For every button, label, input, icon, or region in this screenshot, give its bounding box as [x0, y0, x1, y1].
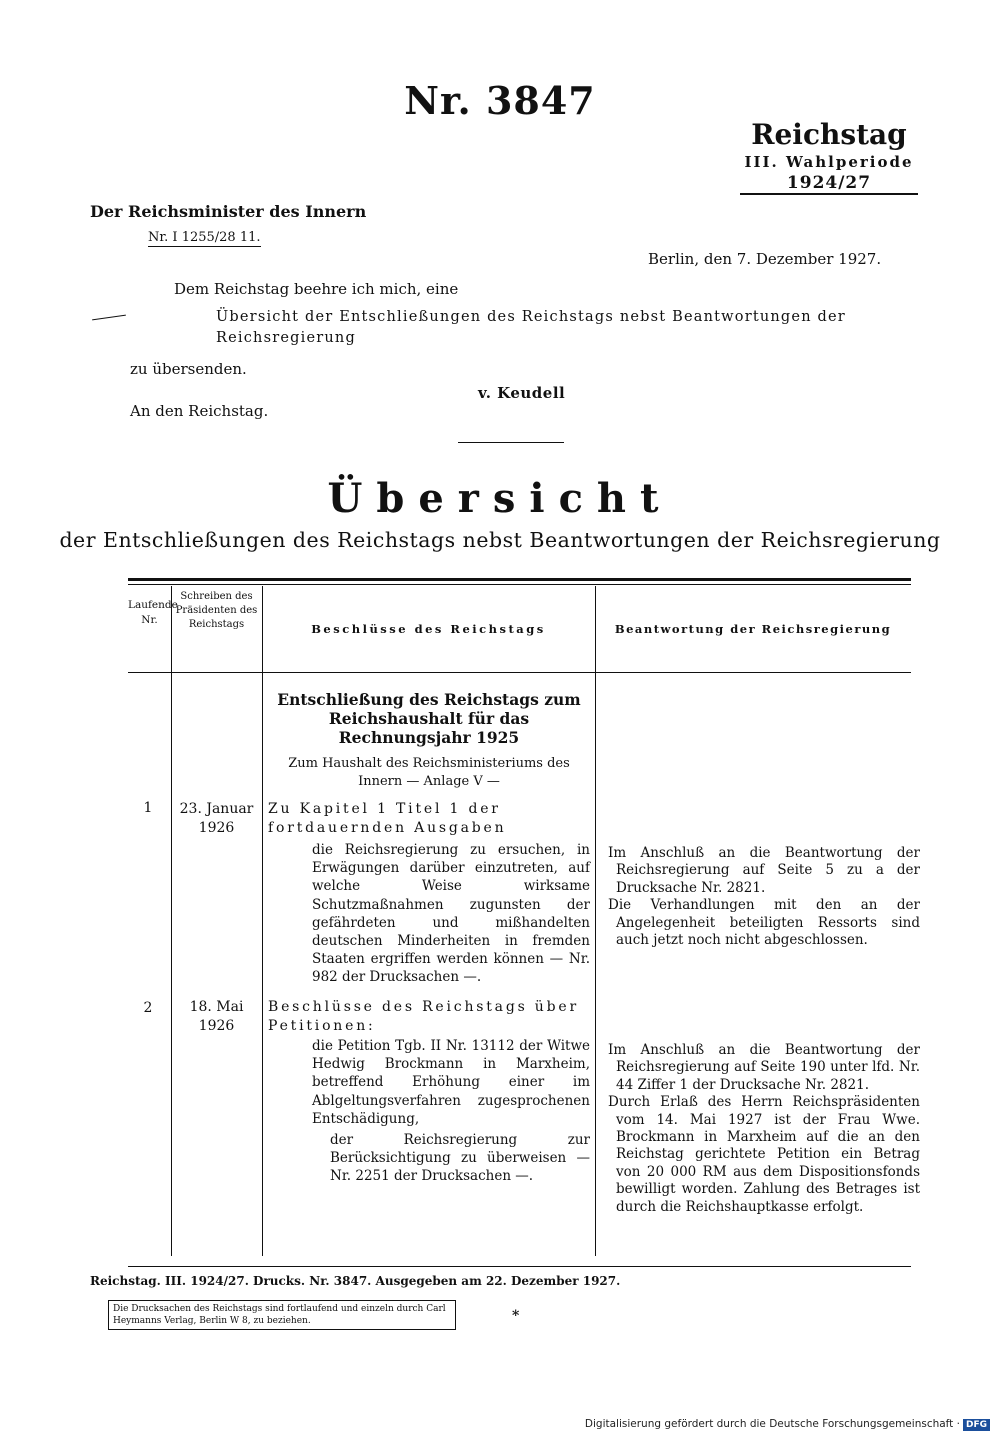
addressee: An den Reichstag.: [130, 402, 269, 420]
signature: v. Keudell: [478, 384, 566, 402]
row-2-answer-p2: Durch Erlaß des Herrn Reichspräsidenten vom 14. Mai 1927 ist der Frau Wwe. Brockmann in Marxheim auf die an den Reichstag gerichtete Petition ein Betrag von 20 000 RM aus dem Dispositionsfonds bewilligt worden. Zahlung des Betrages ist durch die Reichshauptkasse erfolgt.: [608, 1094, 920, 1215]
digitization-credit: [585, 1418, 990, 1431]
section-title: Entschließung des Reichstags zum Reichshaushalt für das Rechnungsjahr 1925: [277, 690, 581, 747]
letter-line-3: zu übersenden.: [130, 360, 247, 378]
row-1-date: [171, 800, 262, 838]
table-top-rule-thin: [128, 584, 911, 585]
row-1-answer-p1: Im Anschluß an die Beantwortung der Reichsregierung auf Seite 5 zu a der Drucksache Nr. 2821.: [608, 845, 920, 896]
header-resolutions: Beschlüsse des Reichstags: [311, 622, 546, 636]
column-divider-3: [595, 586, 596, 1256]
header-rule: [740, 193, 918, 195]
electoral-period: III. Wahlperiode: [744, 153, 914, 171]
column-divider-1: [171, 586, 172, 1256]
column-divider-2: [262, 586, 263, 1256]
margin-dash: [92, 315, 126, 321]
row-2-date-day: 18. Mai: [189, 999, 244, 1015]
header-president-letter: Schreiben des Präsidenten des Reichstags: [175, 591, 258, 630]
letter-sender: Der Reichsminister des Innern: [90, 202, 367, 221]
row-2-date-year: 1926: [198, 1018, 235, 1034]
separator-rule: [458, 442, 564, 443]
letter-line-2: Übersicht der Entschließungen des Reichstags nebst Beantwortungen der Reichsregierung: [216, 309, 846, 346]
row-1-answer-p2: Die Verhandlungen mit den an der Angelegenheit beteiligten Ressorts sind auch jetzt noch nicht abgeschlossen.: [608, 897, 920, 949]
section-subtitle: Zum Haushalt des Reichsministeriums des Innern — Anlage V —: [288, 756, 570, 789]
row-2-resolution-heading: Beschlüsse des Reichstags über Petitionen:: [268, 999, 579, 1034]
row-1-date-day: 23. Januar: [179, 801, 254, 817]
letter-line-1: Dem Reichstag beehre ich mich, eine: [174, 280, 459, 298]
header-government-answer: Beantwortung der Reichsregierung: [614, 622, 892, 636]
table-top-rule: [128, 578, 911, 581]
main-subheading: der Entschließungen des Reichstags nebst Beantwortungen der Reichsregierung: [59, 528, 941, 552]
table-header-rule: [128, 672, 911, 673]
issue-line: Reichstag. III. 1924/27. Drucks. Nr. 3847. Ausgegeben am 22. Dezember 1927.: [90, 1274, 621, 1288]
row-2-date: [171, 998, 262, 1036]
row-1-resolution-text: die Reichsregierung zu ersuchen, in Erwägungen darüber einzutreten, auf welche Weise wirksame Schutzmaßnahmen zugunsten der gefährdeten und mißhandelten deutschen Minderheiten in fremden Staaten ergriffen werden können — Nr. 982 der Drucksachen —.: [312, 842, 590, 986]
table-bottom-rule: [128, 1266, 911, 1267]
dfg-logo: DFG: [963, 1419, 990, 1431]
letter-date: Berlin, den 7. Dezember 1927.: [648, 250, 882, 268]
reichstag-block: [738, 118, 920, 194]
row-2-answer: [608, 1042, 920, 1216]
star-mark: *: [512, 1308, 520, 1324]
header-running-number: Laufende Nr.: [128, 599, 178, 626]
letter-reference: Nr. I 1255/28 11.: [148, 230, 261, 245]
row-1-answer: [608, 845, 920, 949]
row-2-resolution-text-2: der Reichsregierung zur Berücksichtigung zu überweisen — Nr. 2251 der Drucksachen —.: [330, 1132, 590, 1185]
main-heading: Übersicht: [327, 475, 673, 522]
row-2-answer-p1: Im Anschluß an die Beantwortung der Reichsregierung auf Seite 190 unter lfd. Nr. 44 Ziffer 1 der Drucksache Nr. 2821.: [608, 1042, 920, 1093]
row-1-date-year: 1926: [198, 820, 235, 836]
row-1-number: 1: [143, 800, 153, 816]
reichstag-title: Reichstag: [751, 118, 907, 151]
row-2-resolution-text: die Petition Tgb. II Nr. 13112 der Witwe Hedwig Brockmann in Marxheim, betreffend Erhöhung einer im Ablgeltungsverfahren zugesprochenen Entschädigung,: [312, 1038, 590, 1127]
row-2-number: 2: [143, 1000, 153, 1016]
credit-text: Digitalisierung gefördert durch die Deutsche Forschungsgemeinschaft ·: [584, 1418, 960, 1430]
distribution-note: Die Drucksachen des Reichstags sind fortlaufend und einzeln durch Carl Heymanns Verlag, Berlin W 8, zu beziehen.: [108, 1300, 456, 1330]
period-years: 1924/27: [786, 173, 872, 193]
document-number: Nr. 3847: [404, 78, 596, 123]
row-1-resolution-heading: Zu Kapitel 1 Titel 1 der fortdauernden Ausgaben: [268, 801, 507, 836]
